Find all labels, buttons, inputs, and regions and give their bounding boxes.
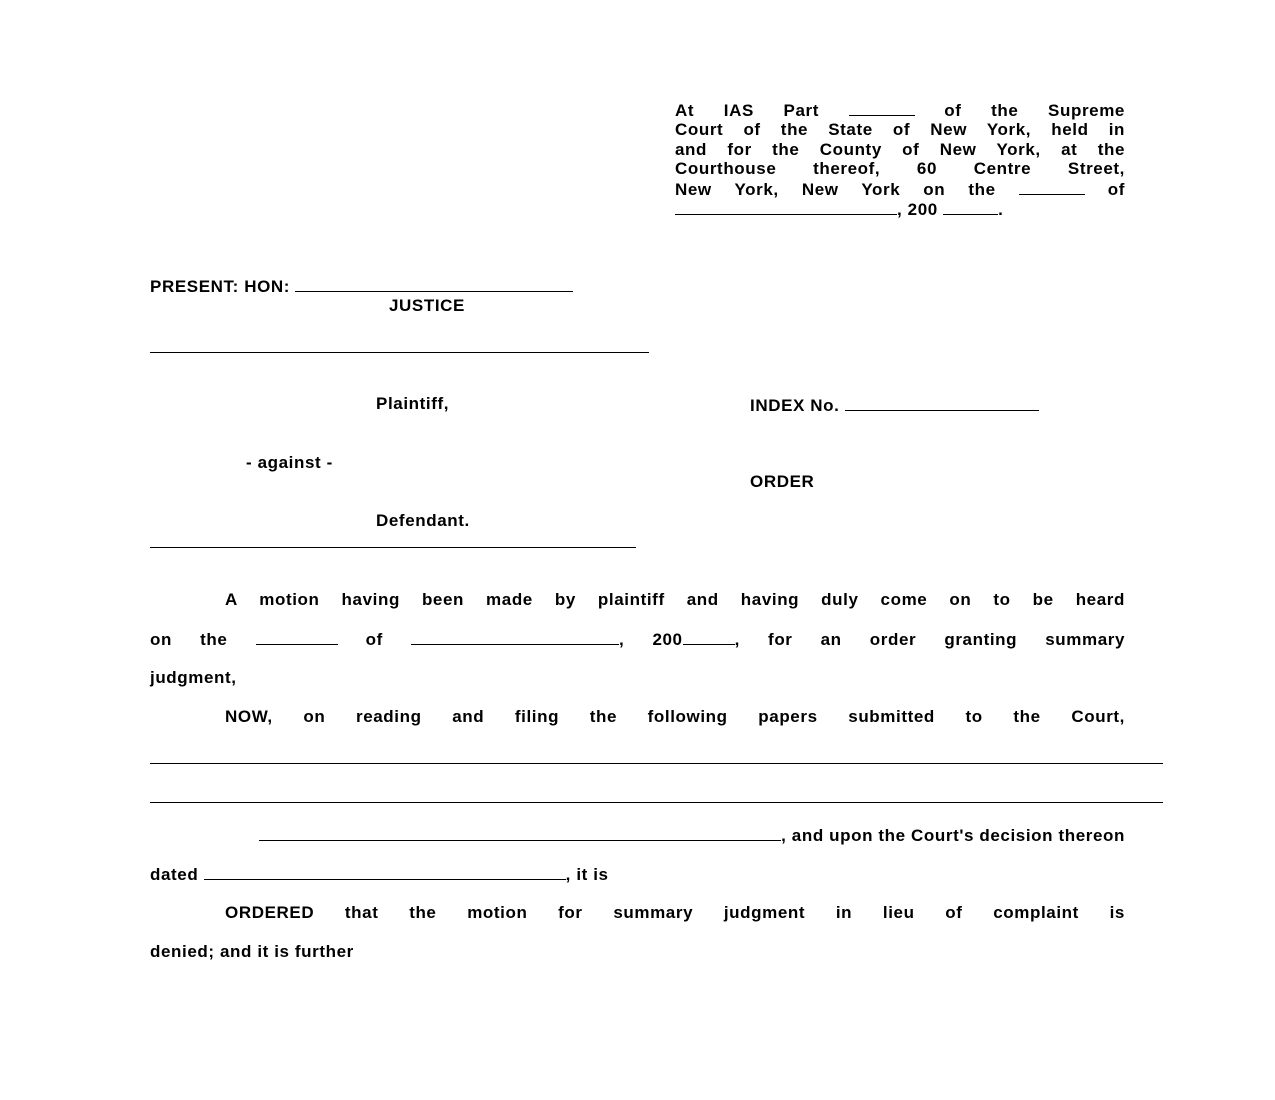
justice-label: JUSTICE <box>389 296 465 315</box>
body-p2-line-4: , and upon the Court's decision thereon <box>150 825 1125 846</box>
index-number-blank[interactable] <box>845 395 1039 411</box>
plaintiff-label: Plaintiff, <box>376 394 450 413</box>
hearing-year-blank[interactable] <box>683 629 735 645</box>
caption-divider-bottom <box>150 547 636 548</box>
body-p2-line-5: dated , it is <box>150 865 609 884</box>
caption-year-blank[interactable] <box>943 199 998 215</box>
caption-line-6: , 200 . <box>675 199 1125 219</box>
papers-blank-line-2[interactable] <box>150 802 1163 803</box>
caption-line-4: Courthouse thereof, 60 Centre Street, <box>675 159 1125 179</box>
present-line: PRESENT: HON: <box>150 276 573 297</box>
body-p1-line-1: A motion having been made by plaintiff and having duly come on to be heard <box>225 590 1125 609</box>
caption-line-5: New York, New York on the of <box>675 179 1126 199</box>
against-label: - against - <box>246 453 333 472</box>
caption-divider-top <box>150 352 649 353</box>
caption-day-blank[interactable] <box>1019 179 1085 195</box>
hearing-day-blank[interactable] <box>256 629 338 645</box>
caption-line-1: At IAS Part of the Supreme <box>675 101 1125 120</box>
papers-blank-line-1[interactable] <box>150 763 1163 764</box>
index-number-line: INDEX No. <box>750 395 1039 416</box>
decision-date-blank[interactable] <box>204 864 566 880</box>
papers-blank-line-3[interactable] <box>259 825 781 841</box>
justice-name-blank[interactable] <box>295 276 573 292</box>
defendant-label: Defendant. <box>376 511 470 530</box>
hearing-month-blank[interactable] <box>411 629 619 645</box>
caption-line-3: and for the County of New York, at the <box>675 139 1125 159</box>
court-caption <box>675 100 1125 219</box>
body-p2-line-1: NOW, on reading and filing the following papers submitted to the Court, <box>225 707 1125 726</box>
order-title: ORDER <box>750 472 815 491</box>
caption-month-blank[interactable] <box>675 199 897 215</box>
body-p1-line-3: judgment, <box>150 668 237 687</box>
body-p1-line-2: on the of , 200 , for an order granting summary <box>150 630 1126 649</box>
ias-part-blank[interactable] <box>849 100 915 116</box>
caption-line-2: Court of the State of New York, held in <box>675 120 1125 140</box>
body-p3-line-2: denied; and it is further <box>150 942 354 961</box>
body-p3-line-1: ORDERED that the motion for summary judgment in lieu of complaint is <box>225 903 1125 922</box>
